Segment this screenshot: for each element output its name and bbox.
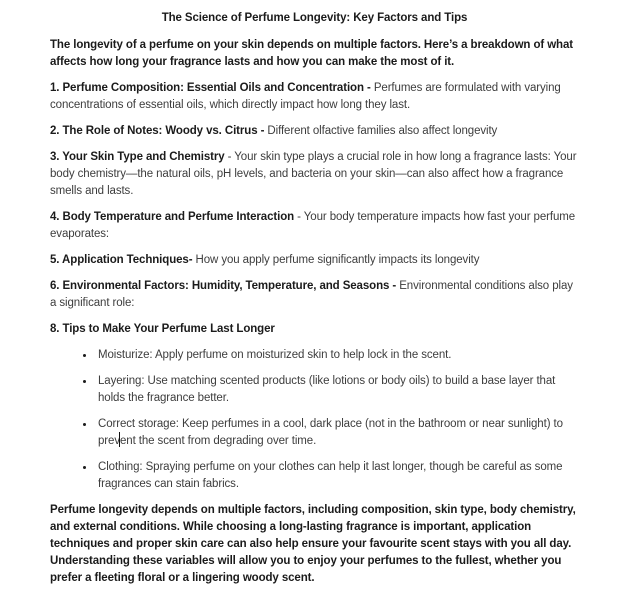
- section-heading: 2. The Role of Notes: Woody vs. Citrus -: [50, 125, 265, 137]
- intro-paragraph[interactable]: The longevity of a perfume on your skin depends on multiple factors. Here’s a breakdown of what affects how long your fragrance lasts and how you can make the most of it.: [50, 39, 573, 68]
- section-paragraph-5[interactable]: [50, 252, 579, 269]
- bullet-text-after-cursor: ent the scent from degrading over time.: [119, 435, 317, 447]
- section-body: Environmental conditions also play a significant role:: [50, 280, 573, 309]
- bullet-text: Clothing: Spraying perfume on your clothes can help it last longer, though be careful as some fragrances can stain fabrics.: [98, 461, 563, 490]
- list-item-correct-storage[interactable]: [95, 416, 579, 450]
- bullet-text-before-cursor: Correct storage: Keep perfumes in a cool, dark place (not in the bathroom or near sunlight) to prev: [98, 418, 563, 447]
- section-body: Perfumes are formulated with varying concentrations of essential oils, which directly impact how long they last.: [50, 82, 561, 111]
- tips-list: [50, 347, 579, 493]
- section-body: - Your skin type plays a crucial role in how long a fragrance lasts: Your body chemistry—the natural oils, pH levels, and bacteria on your skin—can also affect how a fragrance smells and lasts.: [50, 151, 577, 197]
- section-paragraph-3[interactable]: [50, 149, 579, 200]
- bullet-text: Moisturize: Apply perfume on moisturized skin to help lock in the scent.: [98, 349, 452, 361]
- section-heading: 3. Your Skin Type and Chemistry: [50, 151, 225, 163]
- text-cursor-caret: [119, 432, 120, 447]
- section-paragraph-2[interactable]: [50, 123, 579, 140]
- conclusion-paragraph[interactable]: Perfume longevity depends on multiple factors, including composition, skin type, body chemistry, and external conditions. While choosing a long-lasting fragrance is important, application techniques and proper skin care can also help ensure your favourite scent stays with you all day. Understanding these variables will allow you to enjoy your perfumes to the fullest, whether you prefer a fleeting floral or a lingering woody scent.: [50, 504, 576, 584]
- section-heading: 4. Body Temperature and Perfume Interaction: [50, 211, 295, 223]
- list-item-layering[interactable]: [95, 373, 579, 407]
- bullet-text: Layering: Use matching scented products (like lotions or body oils) to build a base layer that holds the fragrance better.: [98, 375, 556, 404]
- section-body: How you apply perfume significantly impacts its longevity: [192, 254, 480, 266]
- section-body: - Your body temperature impacts how fast your perfume evaporates:: [50, 211, 576, 240]
- section-paragraph-4[interactable]: [50, 209, 579, 243]
- section-heading: 5. Application Techniques-: [50, 254, 193, 266]
- section-paragraph-1[interactable]: [50, 80, 579, 114]
- tips-heading[interactable]: 8. Tips to Make Your Perfume Last Longer: [50, 323, 275, 335]
- section-paragraph-6[interactable]: [50, 278, 579, 312]
- document-title[interactable]: The Science of Perfume Longevity: Key Factors and Tips: [161, 12, 468, 24]
- list-item-moisturize[interactable]: [95, 347, 579, 364]
- list-item-clothing[interactable]: [95, 459, 579, 493]
- section-body: Different olfactive families also affect longevity: [264, 125, 498, 137]
- section-heading: 6. Environmental Factors: Humidity, Temperature, and Seasons -: [50, 280, 397, 292]
- section-heading: 1. Perfume Composition: Essential Oils and Concentration -: [50, 82, 371, 94]
